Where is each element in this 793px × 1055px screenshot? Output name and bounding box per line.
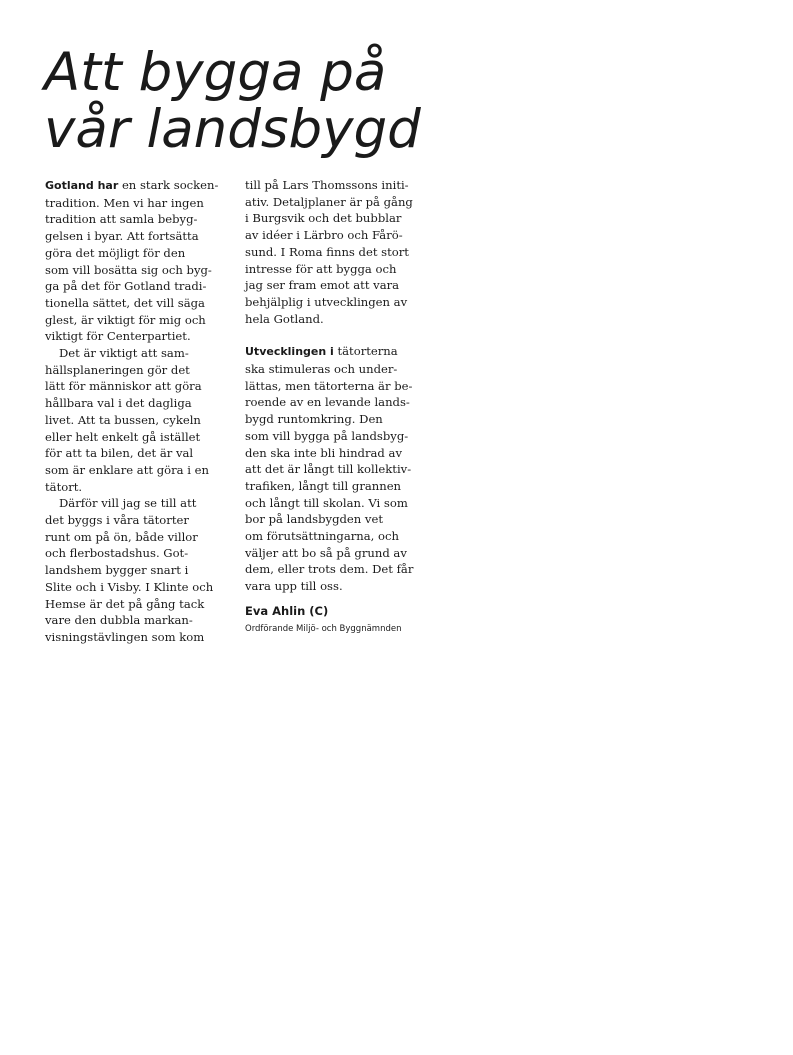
article-column-left [45, 177, 227, 646]
article-headline [44, 44, 464, 158]
text-line: livet. Att ta bussen, cykeln [45, 412, 201, 427]
text-line: roende av en levande lands- [245, 395, 410, 410]
text-line: till på Lars Thomssons initi- [245, 178, 409, 192]
text-line: glest, är viktigt för mig och [45, 312, 206, 327]
text-line: det byggs i våra tätorter [45, 513, 189, 528]
text-line: intresse för att bygga och [245, 261, 397, 276]
text-line: och flerbostadshus. Got- [45, 546, 189, 561]
headline-line-2: vår landsbygd [44, 99, 421, 160]
text-line: tradition att samla bebyg- [45, 212, 198, 227]
first-line-text: en stark socken- [118, 178, 219, 192]
text-line: hällsplaneringen gör det [45, 362, 190, 377]
text-line: och långt till skolan. Vi som [245, 495, 408, 510]
text-line: väljer att bo så på grund av [245, 545, 407, 560]
text-line: för att ta bilen, det är val [45, 446, 194, 461]
text-line: lättas, men tätorterna är be- [245, 378, 413, 393]
text-line: Därför vill jag se till att [59, 496, 197, 511]
text-line: lätt för människor att göra [45, 379, 202, 394]
text-line: Hemse är det på gång tack [45, 596, 205, 611]
paragraph-first-line [45, 177, 227, 195]
text-line: Slite och i Visby. I Klinte och [45, 579, 214, 594]
text-line: i Burgsvik och det bubblar [245, 211, 402, 226]
text-line: runt om på ön, både villor [45, 529, 198, 544]
author-byline: Eva Ahlin (C) [245, 603, 329, 618]
text-line: om förutsättningarna, och [245, 529, 399, 544]
lead-in-text: Utvecklingen i [245, 345, 334, 359]
text-line: dem, eller trots dem. Det får [245, 562, 414, 577]
headline-line-1: Att bygga på [44, 42, 387, 103]
paragraph [245, 177, 427, 327]
text-line: landshem bygger snart i [45, 563, 189, 578]
paragraph [245, 343, 427, 595]
paragraph [45, 177, 227, 345]
paragraph [45, 345, 227, 495]
text-line: sund. I Roma finns det stort [245, 244, 409, 259]
text-line: viktigt för Centerpartiet. [45, 329, 191, 344]
text-line: gelsen i byar. Att fortsätta [45, 229, 199, 244]
text-line: tradition. Men vi har ingen [45, 195, 204, 210]
text-line: ga på det för Gotland tradi- [45, 279, 207, 294]
paragraph-first-line [245, 343, 427, 361]
article-column-right [245, 177, 427, 635]
text-line: hela Gotland. [245, 311, 324, 326]
text-line: vare den dubbla markan- [45, 613, 193, 628]
text-line: jag ser fram emot att vara [245, 278, 400, 293]
text-line: Det är viktigt att sam- [59, 346, 189, 361]
text-line: vara upp till oss. [245, 579, 343, 594]
text-line: som vill bosätta sig och byg- [45, 262, 212, 277]
paragraph [45, 495, 227, 645]
text-line: den ska inte bli hindrad av [245, 445, 402, 460]
lead-in-text: Gotland har [45, 179, 119, 192]
text-line: ska stimuleras och under- [245, 362, 398, 377]
first-line-text: tätorterna [333, 344, 398, 359]
author-role: Ordförande Miljö- och Byggnämnden [245, 623, 402, 634]
text-line: bor på landsbygden vet [245, 512, 384, 527]
text-line: behjälplig i utvecklingen av [245, 294, 408, 309]
text-line: ativ. Detaljplaner är på gång [245, 194, 413, 209]
text-line: av idéer i Lärbro och Fårö- [245, 228, 403, 243]
paragraph-gap [245, 327, 427, 343]
text-line: tionella sättet, det vill säga [45, 295, 205, 310]
text-line: hållbara val i det dagliga [45, 396, 192, 411]
text-line: visningstävlingen som kom [45, 629, 205, 644]
text-line: att det är långt till kollektiv- [245, 462, 412, 477]
text-line: göra det möjligt för den [45, 245, 186, 260]
text-line: eller helt enkelt gå istället [45, 429, 201, 444]
text-line: tätort. [45, 479, 83, 494]
text-line: bygd runtomkring. Den [245, 412, 383, 427]
text-line: som är enklare att göra i en [45, 462, 209, 477]
text-line: som vill bygga på landsbyg- [245, 428, 409, 443]
text-line: trafiken, långt till grannen [245, 478, 402, 493]
